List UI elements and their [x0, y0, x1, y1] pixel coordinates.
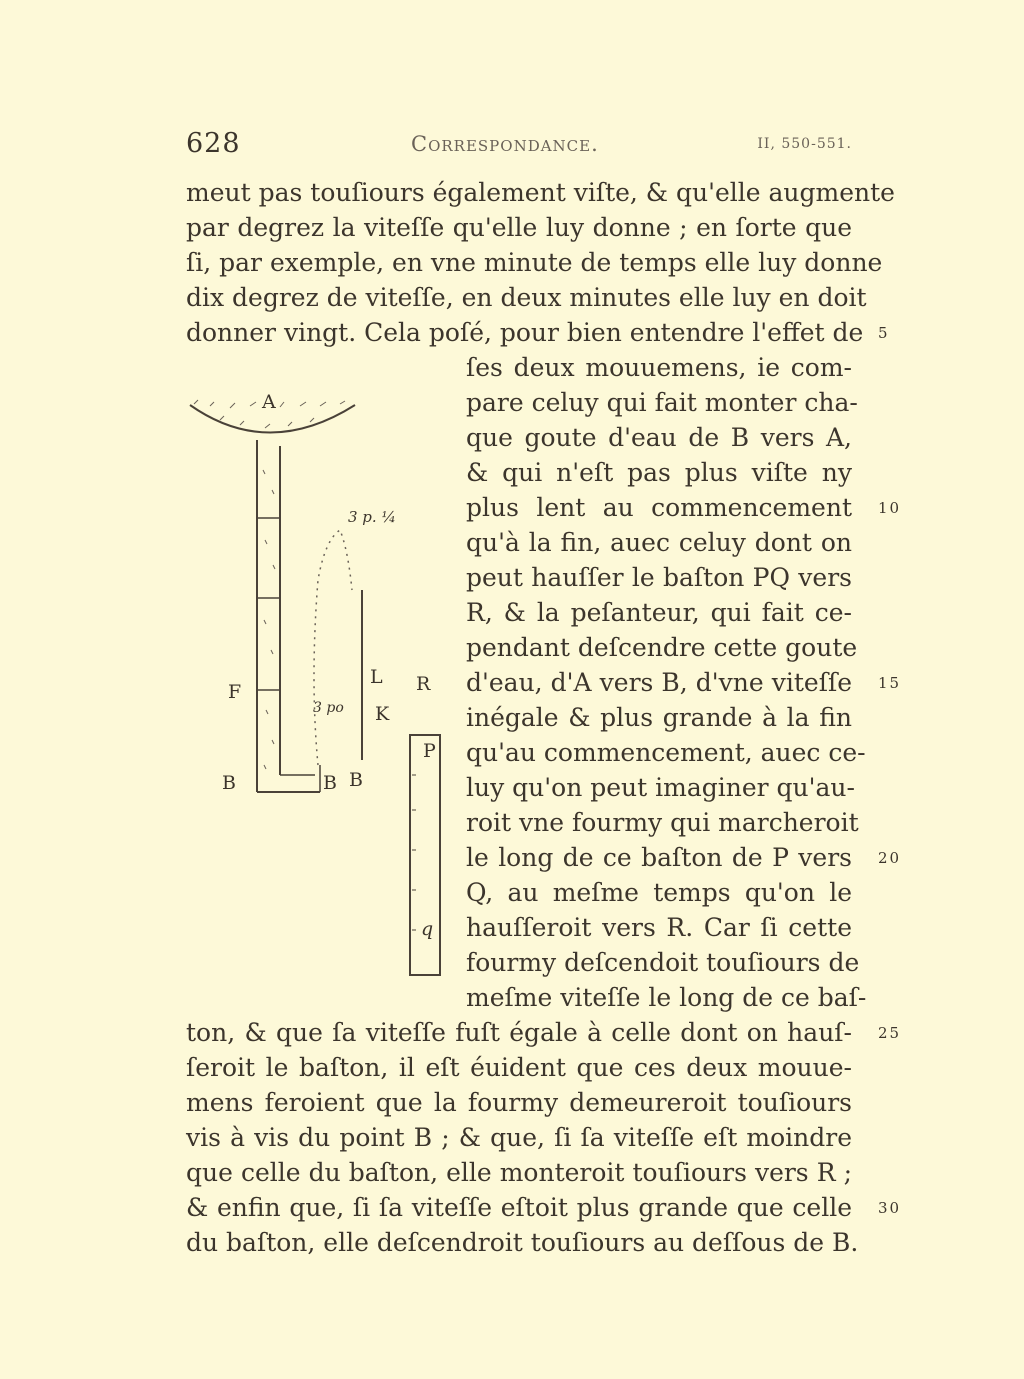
text-line: Q, au meſme temps qu'on le: [466, 878, 852, 907]
text-line: par degrez la viteſſe qu'elle luy donne ; en ſorte que: [186, 213, 852, 242]
page-header: [186, 128, 852, 162]
line-number: 30: [878, 1199, 902, 1217]
text-line: meſme viteſſe le long de ce baſ-: [466, 983, 867, 1012]
text-line: que celle du baſton, elle monteroit touſiours vers R ;: [186, 1158, 852, 1187]
label-l: L: [370, 666, 383, 688]
label-p: P: [423, 740, 436, 762]
text-line: ſi, par exemple, en vne minute de temps elle luy donne: [186, 248, 883, 277]
label-f: F: [228, 681, 242, 703]
text-line: ſes deux mouuemens, ie com-: [466, 353, 852, 382]
text-line: plus lent au commencement: [466, 493, 852, 522]
line-number: 10: [878, 499, 902, 517]
text-line: qu'à la fin, auec celuy dont on: [466, 528, 852, 557]
text-line: pendant deſcendre cette goute: [466, 633, 858, 662]
text-line: luy qu'on peut imaginer qu'au-: [466, 773, 855, 802]
text-line: donner vingt. Cela poſé, pour bien entendre l'effet de: [186, 318, 864, 347]
siphon-diagram: [180, 380, 455, 980]
note-mid: 3 po: [313, 700, 344, 716]
note-top: 3 p. ¼: [348, 508, 396, 526]
line-number: 5: [878, 324, 890, 342]
label-a: A: [262, 391, 276, 413]
text-line: que goute d'eau de B vers A,: [466, 423, 852, 452]
page-reference: II, 550-551.: [757, 136, 852, 152]
text-line: hauſſeroit vers R. Car ſi cette: [466, 913, 852, 942]
text-line: fourmy deſcendoit touſiours de: [466, 948, 860, 977]
text-line: mens feroient que la fourmy demeureroit touſiours: [186, 1088, 852, 1117]
text-line: ton, & que ſa viteſſe fuſt égale à celle dont on hauſ-: [186, 1018, 852, 1047]
text-line: peut hauſſer le baſton PQ vers: [466, 563, 852, 592]
text-line: le long de ce baſton de P vers: [466, 843, 852, 872]
siphon-figure: [180, 380, 455, 980]
stick-ticks: [412, 775, 416, 930]
text-line: roit vne fourmy qui marcheroit: [466, 808, 859, 837]
tube-water-dots: [263, 470, 275, 769]
label-b-left: B: [222, 772, 236, 794]
text-line: & qui n'eſt pas plus viſte ny: [466, 458, 852, 487]
label-q: q: [421, 918, 434, 940]
text-line: du baſton, elle deſcendroit touſiours au deſſous de B.: [186, 1228, 859, 1257]
line-number: 15: [878, 674, 902, 692]
text-line: inégale & plus grande à la fin: [466, 703, 852, 732]
text-line: meut pas touſiours également viſte, & qu'elle augmente: [186, 178, 895, 207]
line-number: 20: [878, 849, 902, 867]
text-line: vis à vis du point B ; & que, ſi ſa viteſſe eſt moindre: [186, 1123, 852, 1152]
text-line: d'eau, d'A vers B, d'vne viteſſe: [466, 668, 852, 697]
text-line: R, & la peſanteur, qui fait ce-: [466, 598, 852, 627]
text-line: qu'au commencement, auec ce-: [466, 738, 866, 767]
label-k: K: [375, 703, 390, 725]
text-line: ſeroit le baſton, il eſt éuident que ces deux mouue-: [186, 1053, 852, 1082]
water-stream: [314, 530, 352, 765]
label-r: R: [416, 673, 431, 695]
label-b-mid: B: [323, 772, 337, 794]
label-b-right: B: [349, 769, 363, 791]
page-number: 628: [186, 128, 241, 159]
running-title: Correspondance.: [411, 132, 599, 156]
text-line: & enfin que, ſi ſa viteſſe eſtoit plus grande que celle: [186, 1193, 852, 1222]
line-number: 25: [878, 1024, 902, 1042]
text-line: dix degrez de viteſſe, en deux minutes elle luy en doit: [186, 283, 867, 312]
text-line: pare celuy qui fait monter cha-: [466, 388, 858, 417]
